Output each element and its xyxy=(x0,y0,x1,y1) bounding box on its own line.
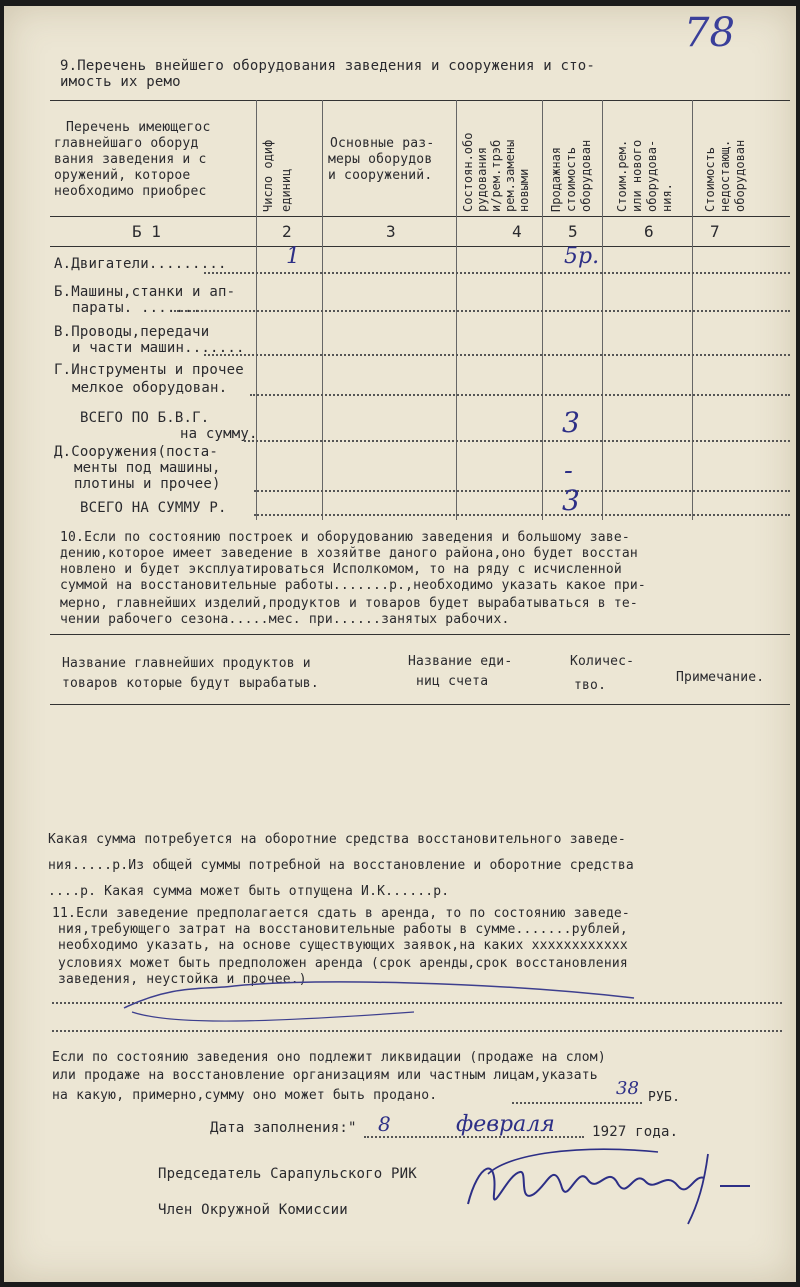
row-engines: А.Двигатели......... xyxy=(54,256,227,272)
section11-line4: условиях может быть предположен аренда (срок аренды,срок восстановления xyxy=(58,956,628,971)
pencil-strike-icon xyxy=(114,976,674,1036)
header-missing-1: Стоимость xyxy=(703,146,717,212)
section9-line2: имость их ремо xyxy=(60,74,181,90)
row-rule xyxy=(254,490,790,492)
table-top-rule xyxy=(50,100,790,101)
section10-line2: дению,которое имеет заведение в хозяйтве даного района,оно будет восстан xyxy=(60,546,638,561)
working-capital-line3: ....р. Какая сумма может быть отпущена И.К......р. xyxy=(48,884,450,899)
header-list-2: главнейшаго оборуд xyxy=(54,136,199,151)
section11-line5: заведения, неустойка и прочее.) xyxy=(58,972,307,987)
row-tools-2: мелкое оборудован. xyxy=(72,380,228,396)
row-total-sum: ВСЕГО НА СУММУ Р. xyxy=(80,500,227,516)
fill-line xyxy=(512,1102,642,1104)
row-rule xyxy=(244,440,790,442)
row-structures-1: Д.Сооружения(поста- xyxy=(54,444,218,460)
row-total-bvg: ВСЕГО ПО Б.В.Г. xyxy=(80,410,210,426)
row-rule xyxy=(250,394,790,396)
header-list-4: оружений, которое xyxy=(54,168,191,183)
section10-line3: новлено и будет эксплуатироваться Исполкомом, то на ряду с исчисленной xyxy=(60,562,622,577)
header-price-2: стоимость xyxy=(564,146,578,212)
date-day: 8 xyxy=(378,1112,391,1136)
member-title: Член Окружной Комиссии xyxy=(158,1202,348,1218)
header-repair-1: Стоим.рем. xyxy=(615,139,629,212)
row-rule xyxy=(204,272,790,274)
price-total-sum: 3 xyxy=(562,484,580,517)
date-month: февраля xyxy=(456,1112,555,1137)
liquidation-line2: или продаже на восстановление организациям или частным лицам,указать xyxy=(52,1068,598,1083)
header-repair-2: или нового xyxy=(630,139,644,212)
col-number-7: 7 xyxy=(710,222,720,241)
row-machines-2: параты. ......... xyxy=(72,300,219,316)
row-wires-2: и части машин....... xyxy=(72,340,245,356)
products-unit-1: Название еди- xyxy=(408,654,513,669)
header-state-3: и/рем.трэб xyxy=(489,139,503,212)
products-note: Примечание. xyxy=(676,670,765,685)
working-capital-line1: Какая сумма потребуется на оборотние средства восстановительного заведе- xyxy=(48,832,626,847)
header-price-1: Продажная xyxy=(549,146,563,212)
date-year: 1927 года. xyxy=(592,1124,679,1140)
liquidation-currency: РУБ. xyxy=(648,1090,681,1105)
section11-line2: ния,требующего затрат на восстановительные работы в сумме.......рублей, xyxy=(58,922,628,937)
liquidation-line3: на какую, примерно,сумму оно может быть продано. xyxy=(52,1088,438,1103)
chair-title: Председатель Сарапульского РИК xyxy=(158,1166,417,1182)
archive-number: 78 xyxy=(684,10,735,56)
col-number-3: 3 xyxy=(386,222,396,241)
row-rule xyxy=(174,310,790,312)
section11-line3: необходимо указать, на основе существующих заявок,на каких xxxxxxxxxxxx xyxy=(58,938,628,953)
header-state-5: новыми xyxy=(517,168,531,212)
date-label: Дата заполнения:" xyxy=(210,1120,357,1136)
row-rule xyxy=(254,514,790,516)
col-number-6: 6 xyxy=(644,222,654,241)
row-machines-1: Б.Машины,станки и ап- xyxy=(54,284,236,300)
section10-line4: суммой на восстановительные работы.......р.,необходимо указать какое при- xyxy=(60,578,646,593)
col-number-1: Б 1 xyxy=(132,222,161,241)
section11-line1: 11.Если заведение предполагается сдать в аренда, то по состоянию заведе- xyxy=(52,906,630,921)
products-bottom-rule xyxy=(50,704,790,705)
header-list-1: Перечень имеющегос xyxy=(66,120,211,135)
section9-line1: 9.Перечень внейшего оборудования заведения и сооружения и сто- xyxy=(60,58,595,74)
liquidation-line1: Если по состоянию заведения оно подлежит ликвидации (продаже на слом) xyxy=(52,1050,606,1065)
row-structures-3: плотины и прочее) xyxy=(74,476,221,492)
header-price-3: оборудован xyxy=(579,139,593,212)
header-repair-4: ния. xyxy=(660,183,674,212)
products-name-1: Название главнейших продуктов и xyxy=(62,656,311,671)
header-dims-2: меры оборудов xyxy=(328,152,433,167)
table-numbers-rule xyxy=(50,246,790,247)
products-name-2: товаров которые будут вырабатыв. xyxy=(62,676,319,691)
section10-line1: 10.Если по состоянию построек и оборудованию заведения и большому заве- xyxy=(60,530,630,545)
header-dims-1: Основные раз- xyxy=(330,136,435,151)
header-list-5: необходимо приобрес xyxy=(54,184,207,199)
working-capital-line2: ния.....р.Из общей суммы потребной на восстановление и оборотние средства xyxy=(48,858,634,873)
products-qty-1: Количес- xyxy=(570,654,635,669)
row-rule xyxy=(204,354,790,356)
liquidation-amount: 38 xyxy=(616,1078,639,1099)
products-unit-2: ниц счета xyxy=(416,674,489,689)
col-number-5: 5 xyxy=(568,222,578,241)
header-units-1: Число одиф xyxy=(261,139,275,212)
products-qty-2: тво. xyxy=(574,678,607,693)
header-dims-3: и сооружений. xyxy=(328,168,433,183)
header-list-3: вания заведения и с xyxy=(54,152,207,167)
col-number-4: 4 xyxy=(512,222,522,241)
products-top-rule xyxy=(50,634,790,635)
price-engines: 5р. xyxy=(564,244,600,269)
section10-line5: мерно, главнейших изделий,продуктов и товаров будет вырабатываться в те- xyxy=(60,596,638,611)
row-structures-2: менты под машины, xyxy=(74,460,221,476)
price-structures: - xyxy=(564,456,573,486)
header-state-4: рем.замены xyxy=(503,139,517,212)
header-state-1: Состоян.обо xyxy=(461,132,475,212)
header-missing-3: оборудован xyxy=(733,139,747,212)
section10-line6: чении рабочего сезона.....мес. при......занятых рабочих. xyxy=(60,612,510,627)
chair-signature-icon xyxy=(458,1134,758,1234)
col-number-2: 2 xyxy=(282,222,292,241)
header-missing-2: недостающ. xyxy=(718,139,732,212)
header-units-2: единиц xyxy=(279,168,293,212)
document-page xyxy=(4,6,796,1282)
row-total-bvg-sum: на сумму. xyxy=(180,426,258,442)
table-header-rule xyxy=(50,216,790,217)
row-tools-1: Г.Инструменты и прочее xyxy=(54,362,244,378)
header-repair-3: оборудова- xyxy=(645,139,659,212)
price-total-bvg: 3 xyxy=(562,406,580,439)
header-state-2: рудования xyxy=(475,146,489,212)
units-engines: 1 xyxy=(286,244,300,269)
row-wires-1: В.Проводы,передачи xyxy=(54,324,210,340)
